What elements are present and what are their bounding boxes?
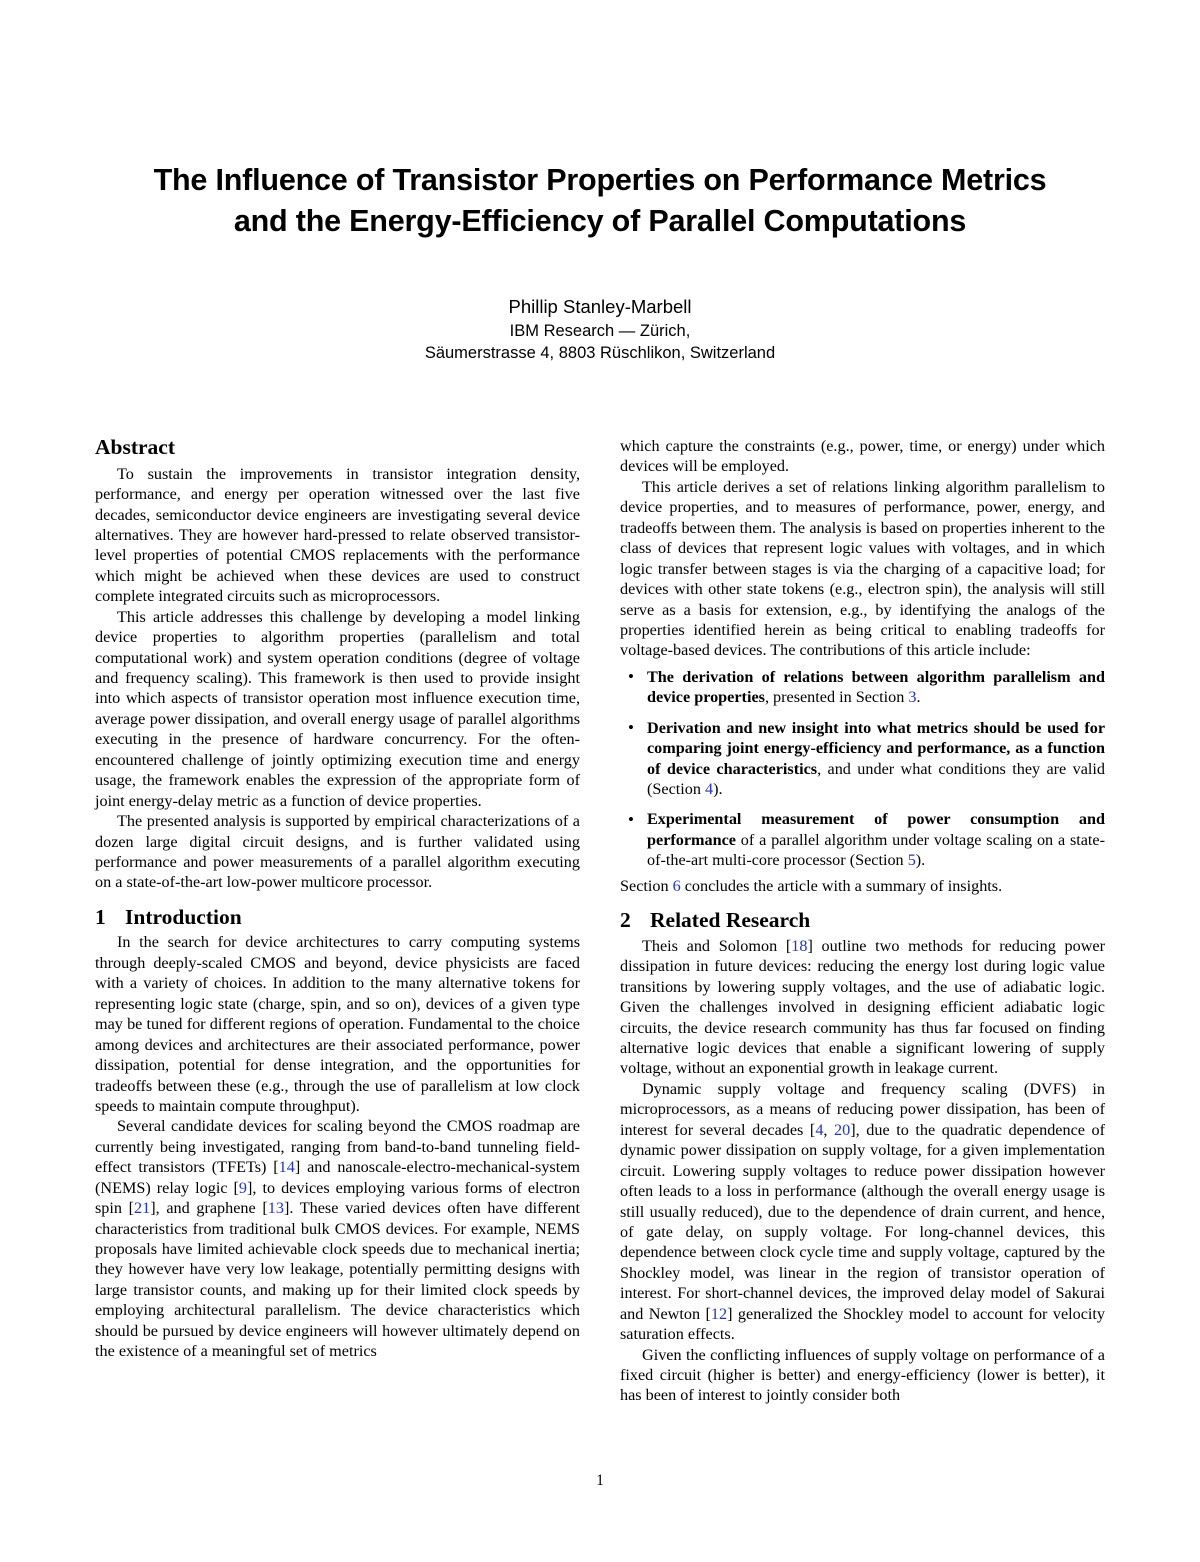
author-affiliation-line-2: Säumerstrasse 4, 8803 Rüschlikon, Switzerland (424, 344, 776, 363)
section-ref-link-4[interactable]: 4 (705, 780, 714, 798)
left-column (95, 436, 580, 1446)
citation-link-9[interactable]: 9 (238, 1178, 248, 1197)
intro-paragraph-1: In the search for device architectures to carry computing systems through deeply-scaled CMOS and beyond, device physicists are faced with a variety of choices. In addition to the many alternative tokens for representing logic state (charge, spin, and so on), devices of a given type may be tuned for different regions of operation. Fundamental to the choice among devices and architectures are their associated performance, power dissipation, potential for dense integration, and the opportunities for tradeoffs between these (e.g., through the use of parallelism at low clock speeds to maintain compute throughput). (95, 933, 580, 1115)
page-title (95, 160, 1105, 241)
section-heading-introduction (95, 906, 580, 930)
text-run: ] and nanoscale-electro-mechanical-system (NEMS) relay logic [ (95, 1158, 580, 1197)
citation-link-18[interactable]: 18 (791, 936, 808, 955)
list-item (620, 718, 1105, 800)
text-run: ). (713, 780, 723, 798)
author-name: Phillip Stanley-Marbell (508, 296, 692, 317)
section-ref-link-6[interactable]: 6 (672, 876, 681, 895)
abstract-paragraph: To sustain the improvements in transistor integration density, performance, and energy per operation witnessed over the last five decades, semiconductor device engineers are investigating several device alternatives. They are however hard-pressed to relate observed transistor-level properties of potential CMOS replacements with the performance which might be achieved when these devices are used to construct complete integrated circuits such as microprocessors. (95, 464, 580, 606)
page-number: 1 (596, 1472, 604, 1489)
abstract-paragraph: The presented analysis is supported by empirical characterizations of a dozen large digital circuit designs, and is further validated using performance and power measurements of a parallel algorithm executing on a state-of-the-art low-power multicore processor. (95, 812, 580, 892)
related-paragraph-3: Given the conflicting influences of supply voltage on performance of a fixed circuit (higher is better) and energy-efficiency (lower is better), it has been of interest to jointly consider both (620, 1345, 1105, 1405)
citation-link-21[interactable]: 21 (134, 1199, 151, 1218)
section-ref-link-3[interactable]: 3 (908, 688, 917, 707)
text-run: , (823, 1120, 835, 1139)
section-heading-related-research (620, 909, 1105, 933)
text-run: ). (915, 851, 926, 870)
list-item (620, 667, 1105, 708)
section-number: 2 (620, 908, 631, 933)
paper-title-line-1: The Influence of Transistor Properties on Performance Metrics (153, 163, 1047, 197)
text-run: , presented in Section (764, 688, 909, 707)
text-run: Theis and Solomon [ (642, 936, 792, 955)
text-run: ] generalized the Shockley model to account for velocity saturation effects. (620, 1304, 1106, 1344)
citation-link-4[interactable]: 4 (815, 1120, 824, 1139)
list-item (620, 809, 1105, 870)
text-run: of a parallel algorithm under voltage scaling on a state-of-the-art multi-core processor (Section (647, 830, 1105, 870)
text-run: Several candidate devices for scaling beyond the CMOS roadmap are currently being investigated, ranging from band-to-band tunneling field-effect transistors (TFETs) [ (95, 1117, 580, 1177)
right-column (620, 436, 1105, 1446)
contributions-list (620, 667, 1105, 871)
abstract-paragraph: This article addresses this challenge by developing a model linking device properties to algorithm properties (parallelism and total computational work) and system operation conditions (degree of voltage and frequency scaling). This framework is then used to provide insight into which aspects of transistor operation most influence execution time, average power dissipation, and overall energy usage of parallel algorithms executing in the presence of hardware concurrency. For the often-encountered challenge of jointly optimizing execution time and energy usage, the framework enables the expression of the appropriate form of joint energy-delay metric as a function of device properties. (95, 607, 580, 810)
intro-continuation-paragraph: which capture the constraints (e.g., power, time, or energy) under which devices will be employed. (620, 437, 1105, 476)
text-run: ]. These varied devices often have different characteristics from traditional bulk CMOS devices. For example, NEMS proposals have limited achievable clock speeds due to mechanical inertia; they however have very low leakage, potentially permitting designs with large transistor counts, and making up for their limited clock speeds by employing architectural parallelism. The device characteristics which should be pursued by device engineers will however ultimately depend on the existence of a meaningful set of metrics (95, 1199, 580, 1361)
contribution-lead: Experimental measurement of power consumption and performance (647, 810, 1105, 849)
author-block (95, 295, 1105, 365)
bullet-icon: • (628, 718, 634, 738)
text-run: . (916, 688, 921, 707)
contribution-lead: The derivation of relations between algorithm parallelism and device properties (647, 667, 1105, 707)
author-affiliation-line-1: IBM Research — Zürich, (509, 321, 691, 340)
citation-link-13[interactable]: 13 (267, 1199, 284, 1218)
related-paragraph-1 (620, 936, 1105, 1079)
text-run: ] outline two methods for reducing power dissipation in future devices: reducing the energy lost during logic value transitions by lowering supply voltages, and the use of adiabatic logic. Given the challenges involved in designing efficient adiabatic logic circuits, the device research community has thus far focused on finding alternative logic devices that enable a significant lowering of supply voltage, without an exponential growth in leakage current. (620, 936, 1105, 1078)
bullet-icon: • (628, 809, 634, 829)
text-run: Dynamic supply voltage and frequency scaling (DVFS) in microprocessors, as a means of reducing power dissipation, has been of interest for several decades [ (620, 1079, 1105, 1139)
text-run: ], to devices employing various forms of electron spin [ (95, 1178, 580, 1218)
concludes-paragraph (620, 876, 1105, 896)
abstract-heading: Abstract (95, 435, 176, 459)
title-block (95, 160, 1105, 241)
citation-link-14[interactable]: 14 (278, 1158, 295, 1177)
contributions-intro-paragraph: This article derives a set of relations linking algorithm parallelism to device properties, and to measures of performance, power, energy, and tradeoffs between them. The analysis is based on properties inherent to the class of devices that represent logic values with voltages, and in which logic transfer between stages is via the charging of a capacitive load; for devices with other state tokens (e.g., electron spin), the analysis will still serve as a basis for extension, e.g., by identifying the analogs of the properties identified herein as being critical to enabling tradeoffs for voltage-based devices. The contributions of this article include: (620, 477, 1105, 660)
contribution-lead: Derivation and new insight into what metrics should be used for comparing joint energy-efficiency and performance, as a function of device characteristics (647, 718, 1105, 778)
section-title: Related Research (650, 908, 811, 933)
section-title: Introduction (125, 904, 242, 929)
body-columns (95, 436, 1105, 1446)
text-run: , and under what conditions they are valid (Section (647, 759, 1105, 798)
text-run: ], due to the quadratic dependence of dynamic power dissipation on supply voltage, for a given implementation circuit. Lowering supply voltages to reduce power dissipation however often leads to a loss in performance (although the overall energy usage is still usually reduced), due to the dependence of drain current, and hence, of gate delay, on supply voltage. For long-channel devices, this dependence between clock cycle time and supply voltage, captured by the Shockley model, was linear in the region of transistor operation of interest. For short-channel devices, the improved delay model of Sakurai and Newton [ (620, 1120, 1106, 1323)
bullet-icon: • (628, 667, 634, 687)
section-number: 1 (95, 904, 106, 929)
citation-link-20[interactable]: 20 (834, 1120, 851, 1139)
paper-title-line-2: and the Energy-Efficiency of Parallel Computations (233, 203, 967, 238)
text-run: Section (620, 876, 673, 895)
section-ref-link-5[interactable]: 5 (907, 851, 916, 870)
related-paragraph-2 (620, 1079, 1105, 1345)
text-run: concludes the article with a summary of insights. (680, 876, 1003, 895)
text-run: ], and graphene [ (150, 1199, 268, 1218)
citation-link-12[interactable]: 12 (710, 1304, 728, 1323)
intro-paragraph-2 (95, 1116, 580, 1361)
